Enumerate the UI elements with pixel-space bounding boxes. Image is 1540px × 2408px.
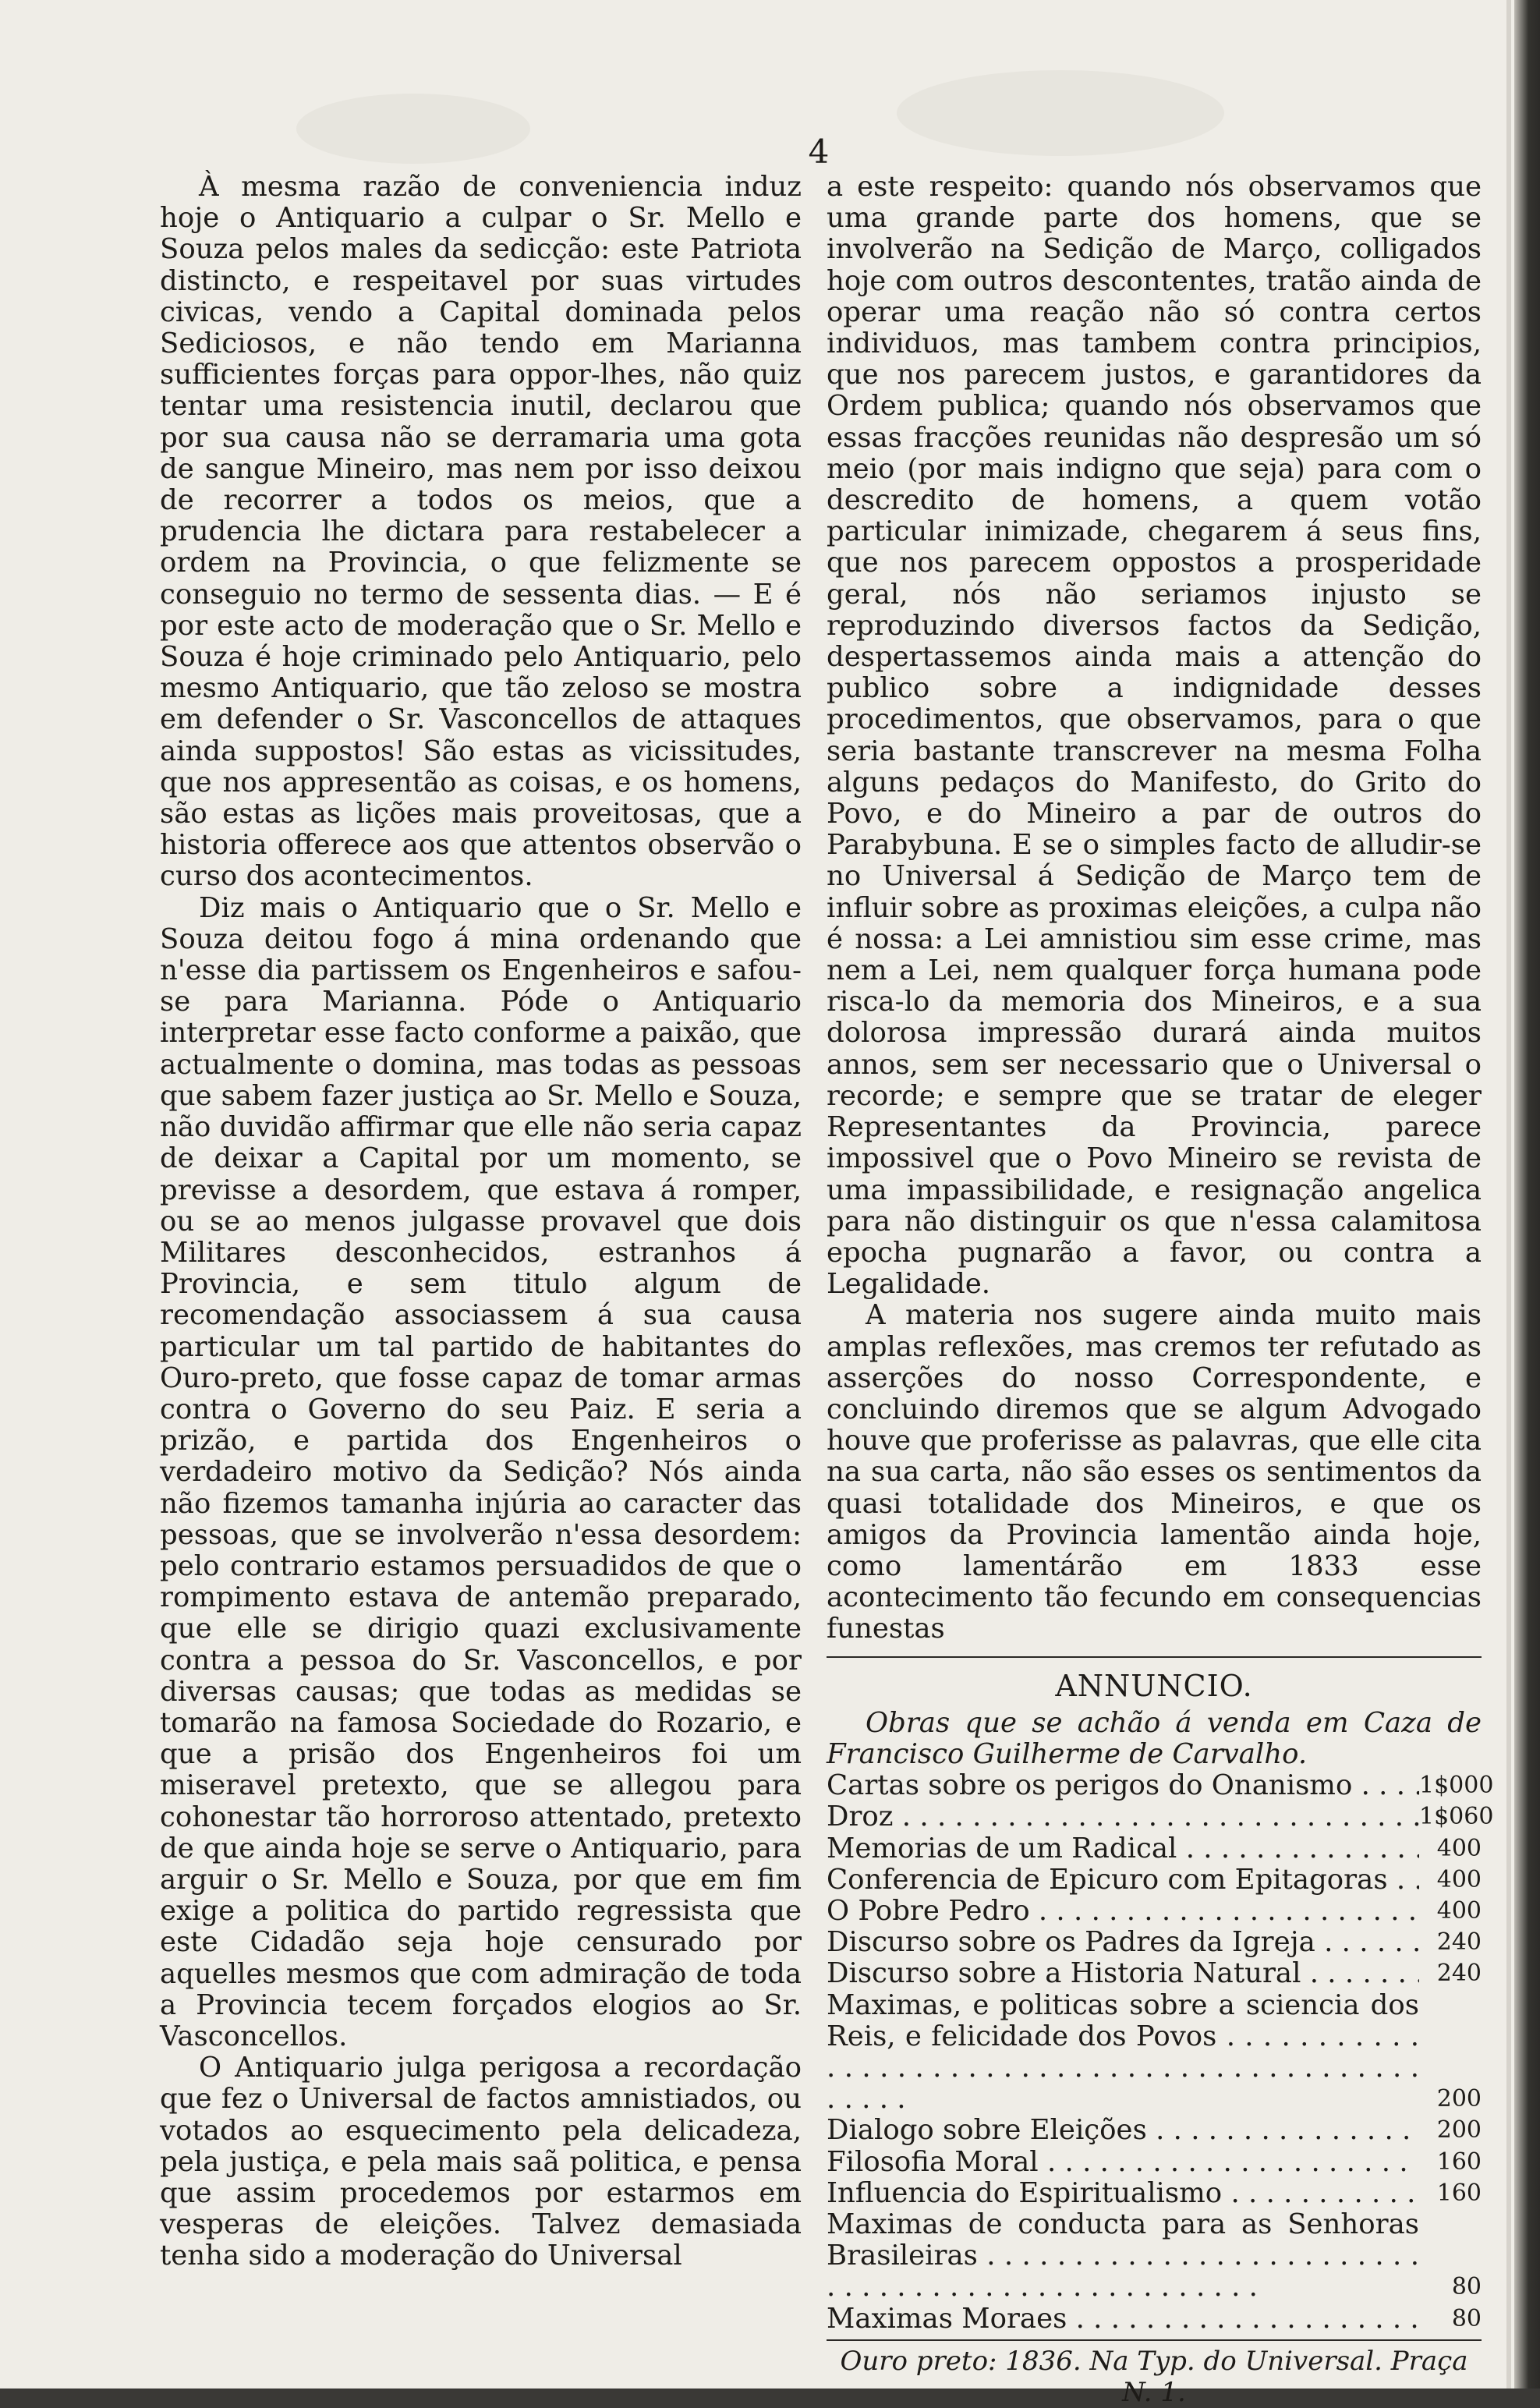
- book-price: 1$000: [1419, 1772, 1494, 1800]
- left-column: [160, 172, 802, 2272]
- book-list-item: [827, 1990, 1482, 2116]
- book-price: 200: [1436, 2116, 1482, 2144]
- book-title: Conferencia de Epicuro com Epitagoras . . .: [827, 1864, 1419, 1896]
- book-title: Filosofia Moral . . .: [827, 2147, 1419, 2178]
- book-price: 80: [1451, 2304, 1482, 2332]
- paper-stain: [296, 94, 530, 164]
- book-list-item: [827, 1833, 1482, 1864]
- book-price: 240: [1436, 1960, 1482, 1988]
- book-list: [827, 1770, 1494, 2335]
- book-list-item: [827, 2209, 1482, 2304]
- book-title: Droz . . .: [827, 1801, 1419, 1833]
- book-title: Influencia do Espiritualismo . . .: [827, 2178, 1419, 2209]
- left-paragraph-2: Diz mais o Antiquario que o Sr. Mello e Souza deitou fogo á mina ordenando que n'esse dia partissem os Engenheiros e safou-se para Marianna. Póde o Antiquario interpretar esse facto conforme a paixão, que actualmente o domina, mas todas as pessoas que sabem fazer justiça ao Sr. Mello e Souza, não duvidão affirmar que elle não seria capaz de deixar a Capital por um momento, se previsse a desordem, que estava á romper, ou se ao menos julgasse provavel que dois Militares desconhecidos, estranhos á Provincia, e sem titulo algum de recomendação associassem á sua causa particular um tal partido de habitantes do Ouro-preto, que fosse capaz de tomar armas contra o Governo do seu Paiz. E seria a prizão, e partida dos Engenheiros o verdadeiro motivo da Sedição? Nós ainda não fizemos tamanha injúria ao caracter das pessoas, que se involverão n'essa desordem: pelo contrario estamos persuadidos de que o rompimento estava de antemão preparado, que elle se dirigio quazi exclusivamente contra a pessoa do Sr. Vasconcellos, e por diversas causas; que todas as medidas se tomarão na famosa Sociedade do Rozario, e que a prisão dos Engenheiros foi um miseravel pretexto, que se allegou para cohonestar tão horroroso attentado, pretexto de que ainda hoje se serve o Antiquario, para arguir o Sr. Mello e Souza, por que em fim exige a politica do partido regressista que este Cidadão seja hoje censurado por aquelles mesmos que com admiração de toda a Provincia tecem forçados elogios ao Sr. Vasconcellos.: [160, 891, 802, 2052]
- right-paragraph-1: a este respeito: quando nós observamos que uma grande parte dos homens, que se involverão na Sedição de Março, colligados hoje com outros descontentes, tratão ainda de operar uma reação não só contra certos individuos, mas tambem contra principios, que nos parecem justos, e garantidores da Ordem publica; quando nós observamos que essas fracções reunidas não despresão um só meio (por mais indigno que seja) para com o descredito de homens, a quem votão particular inimizade, chegarem á seus fins, que nos parecem oppostos a prosperidade geral, nós não seriamos injusto se reproduzindo diversos factos da Sedição, despertassemos ainda mais a attenção do publico sobre a indignidade desses procedimentos, que observamos, para o que seria bastante transcrever na mesma Folha alguns pedaços do Manifesto, do Grito do Povo, e do Mineiro a par de outros do Parabybuna. E se o simples facto de alludir-se no Universal á Sedição de Março tem de influir sobre as proximas eleições, a culpa não é nossa: a Lei amnistiou sim esse crime, mas nem a Lei, nem qualquer força humana pode risca-lo da memoria dos Mineiros, e a sua dolorosa impressão durará ainda muitos annos, sem ser necessario que o Universal o recorde; e sempre que se tratar de eleger Representantes da Provincia, parece impossivel que o Povo Mineiro se revista de uma impassibilidade, e resignação angelica para não distinguir os que n'essa calamitosa epocha pugnarão a favor, ou contra a Legalidade.: [827, 171, 1482, 1301]
- book-title: Memorias de um Radical . . .: [827, 1833, 1419, 1864]
- paper-stain: [897, 70, 1224, 156]
- book-price: 200: [1436, 2085, 1482, 2113]
- announcement-subtitle: Obras que se achão á venda em Caza de Francisco Guilherme de Carvalho.: [827, 1706, 1482, 1770]
- book-title: Maximas de conducta para as Senhoras Brasileiras . . .: [827, 2209, 1419, 2304]
- imprint-divider: [827, 2339, 1482, 2341]
- book-list-item: [827, 2304, 1482, 2335]
- scan-edge: [1514, 0, 1540, 2389]
- book-list-item: [827, 1896, 1482, 1927]
- book-list-item: [827, 1927, 1482, 1958]
- book-price: 80: [1451, 2273, 1482, 2301]
- page-fold: [1506, 0, 1511, 2389]
- book-list-item: [827, 1958, 1482, 1989]
- book-price: 160: [1436, 2148, 1482, 2176]
- right-paragraph-2: A materia nos sugere ainda muito mais amplas reflexões, mas cremos ter refutado as asserções do nosso Correspondente, e concluindo diremos que se algum Advogado houve que proferisse as palavras, que elle cita na sua carta, não são esses os sentimentos da quasi totalidade dos Mineiros, e que os amigos da Provincia lamentão ainda hoje, como lamentárão em 1833 esse acontecimento tão fecundo em consequencias funestas: [827, 1299, 1482, 1645]
- book-price: 160: [1436, 2179, 1482, 2207]
- book-price: 400: [1436, 1834, 1482, 1862]
- book-title: Dialogo sobre Eleições . . .: [827, 2115, 1419, 2146]
- book-list-item: [827, 2178, 1482, 2209]
- announcement-title: ANNUNCIO.: [1055, 1668, 1253, 1703]
- book-list-item: [827, 2147, 1482, 2178]
- book-title: Discurso sobre os Padres da Igreja . . .: [827, 1927, 1419, 1958]
- book-list-item: [827, 2115, 1482, 2146]
- book-price: 1$060: [1419, 1803, 1494, 1831]
- left-paragraph-3: O Antiquario julga perigosa a recordação que fez o Universal de factos amnistiados, ou votados ao esquecimento pela delicadeza, pela justiça, e pela mais saã politica, e pensa que assim procedemos por estarmos em vesperas de eleições. Talvez demasiada tenha sido a moderação do Universal: [160, 2052, 802, 2272]
- book-price: 400: [1436, 1896, 1482, 1925]
- right-column: [827, 171, 1494, 2408]
- imprint: Ouro preto: 1836. Na Typ. do Universal. Praça N. 1.: [840, 2345, 1468, 2408]
- book-title: Discurso sobre a Historia Natural . . .: [827, 1958, 1419, 1989]
- section-divider: [827, 1656, 1482, 1658]
- announcement: [827, 1668, 1494, 2335]
- book-list-item: [827, 1801, 1494, 1833]
- book-price: 240: [1436, 1928, 1482, 1956]
- book-list-item: [827, 1864, 1482, 1896]
- book-title: Maximas, e politicas sobre a sciencia dos Reis, e felicidade dos Povos . . .: [827, 1990, 1419, 2116]
- left-paragraph-1: À mesma razão de conveniencia induz hoje o Antiquario a culpar o Sr. Mello e Souza pelos males da sedicção: este Patriota distincto, e respeitavel por suas virtudes civicas, vendo a Capital dominada pelos Sediciosos, e não tendo em Marianna sufficientes forças para oppor-lhes, não quiz tentar uma resistencia inutil, declarou que por sua causa não se derramaria uma gota de sangue Mineiro, mas nem por isso deixou de recorrer a todos os meios, que a prudencia lhe dictara para restabelecer a ordem na Provincia, o que felizmente se conseguio no termo de sessenta dias. — E é por este acto de moderação que o Sr. Mello e Souza é hoje criminado pelo Antiquario, pelo mesmo Antiquario, que tão zeloso se mostra em defender o Sr. Vasconcellos de attaques ainda suppostos! São estas as vicissitudes, que nos appresentão as coisas, e os homens, são estas as lições mais proveitosas, que a historia offerece aos que attentos observão o curso dos acontecimentos.: [160, 171, 802, 893]
- book-title: Cartas sobre os perigos do Onanismo . . .: [827, 1770, 1419, 1801]
- book-price: 400: [1436, 1865, 1482, 1893]
- book-list-item: [827, 1770, 1494, 1802]
- page-number: 4: [808, 133, 830, 171]
- book-title: O Pobre Pedro . . .: [827, 1896, 1419, 1927]
- book-title: Maximas Moraes . . .: [827, 2304, 1419, 2335]
